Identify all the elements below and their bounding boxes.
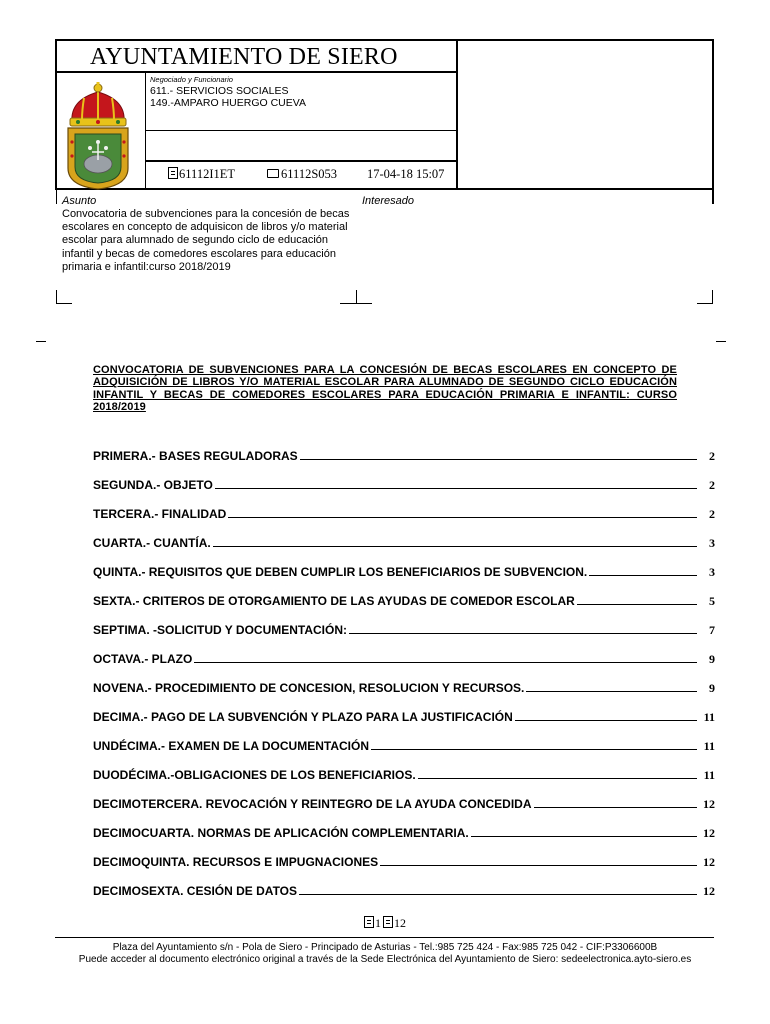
footer-divider: [55, 937, 714, 938]
toc-leader-line: [299, 884, 697, 895]
toc-entry[interactable]: [93, 536, 715, 565]
toc-entry-title: CUARTA.- CUANTÍA.: [93, 536, 211, 550]
toc-entry[interactable]: [93, 681, 715, 710]
toc-leader-line: [380, 855, 697, 866]
toc-entry-page: 11: [703, 768, 715, 782]
toc-entry-page: 2: [709, 478, 715, 492]
toc-entry-page: 12: [703, 826, 715, 840]
crown-icon: [70, 82, 126, 126]
toc-entry[interactable]: [93, 884, 715, 913]
toc-leader-line: [213, 536, 697, 547]
toc-entry-title: DECIMOQUINTA. RECURSOS E IMPUGNACIONES: [93, 855, 379, 869]
toc-entry-page: 12: [703, 797, 715, 811]
footer-address: Plaza del Ayuntamiento s/n - Pola de Siero - Principado de Asturias - Tel.:985 725 424 - Fax:985 725 042 - CIF:P3306600B: [112, 942, 658, 953]
toc-entry-page: 7: [709, 623, 715, 637]
toc-entry-title: QUINTA.- REQUISITOS QUE DEBEN CUMPLIR LOS BENEFICIARIOS DE SUBVENCION.: [93, 565, 588, 579]
toc-entry-title: DECIMOCUARTA. NORMAS DE APLICACIÓN COMPLEMENTARIA.: [93, 826, 469, 840]
corner-mark: [697, 303, 713, 304]
toc-leader-line: [300, 449, 697, 460]
toc-entry-title: UNDÉCIMA.- EXAMEN DE LA DOCUMENTACIÓN: [93, 739, 369, 753]
toc-entry-title: PRIMERA.- BASES REGULADORAS: [93, 449, 298, 463]
toc-entry[interactable]: [93, 826, 715, 855]
toc-entry-title: DECIMOSEXTA. CESIÓN DE DATOS: [93, 884, 298, 898]
file-code: [267, 167, 337, 182]
pages-icon: [383, 916, 393, 928]
toc-entry-page: 12: [703, 855, 715, 869]
subject-text: Convocatoria de subvenciones para la concesión de becas escolares en concepto de adquisicon de libros y/o material escolar para alumnado de segundo ciclo de educación infantil y becas de comedores escolares para educación primaria e infantil:curso 2018/2019: [62, 208, 350, 273]
margin-mark: [716, 341, 726, 342]
coat-of-arms-emblem: [62, 82, 134, 190]
total-pages: 12: [394, 916, 406, 930]
toc-entry-title: NOVENA.- PROCEDIMIENTO DE CONCESION, RESOLUCION Y RECURSOS.: [93, 681, 525, 695]
toc-entry-title: OCTAVA.- PLAZO: [93, 652, 193, 666]
toc-leader-line: [471, 826, 697, 837]
toc-entry[interactable]: [93, 623, 715, 652]
toc-leader-line: [215, 478, 697, 489]
current-page: 1: [375, 916, 381, 930]
header-row-divider: [145, 130, 457, 131]
toc-entry[interactable]: [93, 507, 715, 536]
toc-leader-line: [577, 594, 697, 605]
negociado-label: Negociado y Funcionario: [150, 75, 233, 84]
corner-mark: [356, 290, 357, 304]
toc-entry-title: DECIMOTERCERA. REVOCACIÓN Y REINTEGRO DE LA AYUDA CONCEDIDA: [93, 797, 532, 811]
municipality-title: AYUNTAMIENTO DE SIERO: [90, 44, 398, 70]
header-codes-divider: [145, 160, 457, 162]
header-divider: [456, 39, 458, 190]
toc-leader-line: [349, 623, 697, 634]
shield-icon: [68, 128, 128, 189]
toc-leader-line: [589, 565, 697, 576]
department-name: 611.- SERVICIOS SOCIALES: [150, 85, 289, 97]
toc-entry-page: 2: [709, 449, 715, 463]
corner-mark: [56, 303, 72, 304]
corner-mark: [56, 290, 57, 304]
toc-entry-page: 9: [709, 681, 715, 695]
toc-entry-title: SEPTIMA. -SOLICITUD Y DOCUMENTACIÓN:: [93, 623, 348, 637]
official-name: 149.-AMPARO HUERGO CUEVA: [150, 97, 306, 109]
toc-entry-title: TERCERA.- FINALIDAD: [93, 507, 227, 521]
toc-leader-line: [515, 710, 697, 721]
bracket-mark: [56, 190, 57, 204]
interested-party-label: Interesado: [362, 195, 414, 207]
toc-entry-title: SEXTA.- CRITEROS DE OTORGAMIENTO DE LAS AYUDAS DE COMEDOR ESCOLAR: [93, 594, 575, 608]
toc-entry[interactable]: [93, 768, 715, 797]
toc-entry-page: 11: [703, 710, 715, 724]
page-indicator: [0, 916, 770, 931]
toc-entry[interactable]: [93, 739, 715, 768]
toc-entry[interactable]: [93, 797, 715, 826]
corner-mark: [712, 290, 713, 304]
toc-entry[interactable]: [93, 855, 715, 884]
document-icon: [168, 167, 178, 179]
toc-entry-page: 11: [703, 739, 715, 753]
table-of-contents: [93, 449, 715, 913]
toc-leader-line: [526, 681, 697, 692]
document-icon: [364, 916, 374, 928]
toc-entry-page: 9: [709, 652, 715, 666]
toc-entry[interactable]: [93, 652, 715, 681]
footer-notice: Puede acceder al documento electrónico original a través de la Sede Electrónica del Ayuntamiento de Siero: sedeelectronica.ayto-siero.es: [78, 954, 692, 965]
toc-entry-title: DUODÉCIMA.-OBLIGACIONES DE LOS BENEFICIARIOS.: [93, 768, 416, 782]
document-code: [168, 167, 235, 182]
subject-label: Asunto: [62, 195, 97, 207]
toc-leader-line: [194, 652, 697, 663]
toc-entry-page: 12: [703, 884, 715, 898]
corner-mark: [340, 303, 372, 304]
toc-entry-page: 2: [709, 507, 715, 521]
toc-entry[interactable]: [93, 710, 715, 739]
toc-entry-title: SEGUNDA.- OBJETO: [93, 478, 213, 492]
margin-mark: [36, 341, 46, 342]
bracket-mark: [712, 190, 714, 204]
toc-leader-line: [371, 739, 697, 750]
document-heading: CONVOCATORIA DE SUBVENCIONES PARA LA CONCESIÓN DE BECAS ESCOLARES EN CONCEPTO DE ADQUISICIÓN DE LIBROS Y/O MATERIAL ESCOLAR PARA ALUMNADO DE SEGUNDO CICLO EDUCACIÓN INFANTIL Y BECAS DE COMEDORES ESCOLARES PARA EDUCACIÓN PRIMARIA E INFANTIL: CURSO 2018/2019: [93, 364, 677, 414]
toc-entry[interactable]: [93, 449, 715, 478]
toc-leader-line: [534, 797, 698, 808]
toc-entry[interactable]: [93, 594, 715, 623]
toc-entry-page: 3: [709, 536, 715, 550]
folder-icon: [267, 169, 279, 178]
toc-entry-page: 5: [709, 594, 715, 608]
toc-entry-page: 3: [709, 565, 715, 579]
toc-entry-title: DECIMA.- PAGO DE LA SUBVENCIÓN Y PLAZO PARA LA JUSTIFICACIÓN: [93, 710, 513, 724]
registration-date: 17-04-18 15:07: [367, 167, 445, 181]
header-inner-divider: [145, 73, 146, 190]
toc-entry[interactable]: [93, 478, 715, 507]
file-code-value: 61112S053: [281, 167, 338, 181]
toc-leader-line: [228, 507, 697, 518]
toc-leader-line: [418, 768, 697, 779]
document-code-value: 61112I1ET: [179, 167, 236, 181]
toc-entry[interactable]: [93, 565, 715, 594]
